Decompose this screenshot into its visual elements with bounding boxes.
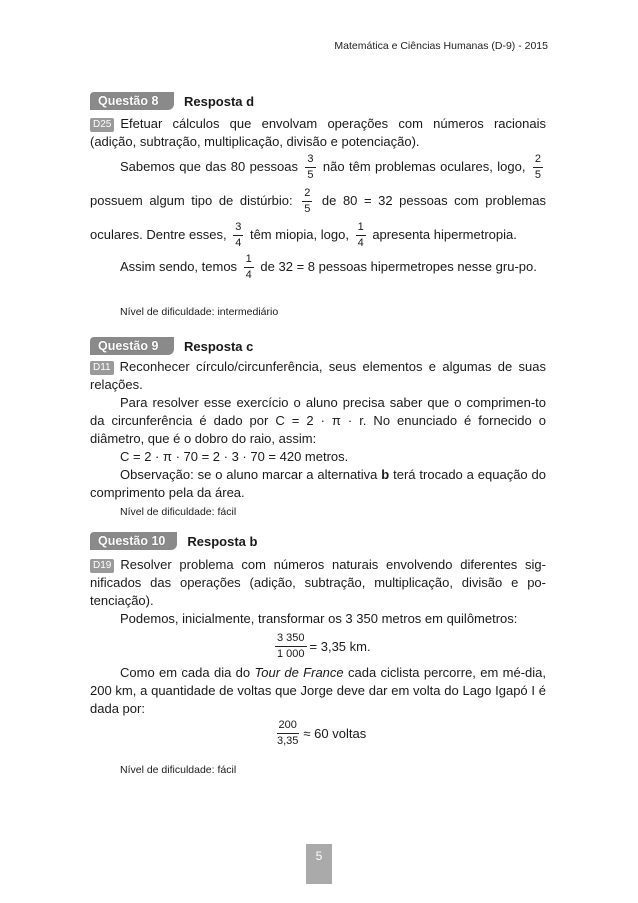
q8-p1b: não têm problemas oculares, logo,: [322, 159, 526, 174]
q8-f4-den: 4: [235, 237, 242, 250]
q9-dtag: D11: [90, 361, 114, 375]
q8-f5-num: 1: [356, 221, 366, 236]
q8-f6-num: 1: [244, 253, 254, 268]
q9-descriptor: [90, 358, 546, 394]
q10-descriptor-text: Resolver problema com números naturais envolvendo diferentes sig-nificados das operações (adição, subtração, multiplicação, divisão e po-tenciação).: [90, 557, 546, 608]
q10-p2c: cada ciclista percorre, em mé-dia, 200 km, a quantidade de voltas que Jorge deve dar em volta do Lago Igapó I é dada por:: [90, 665, 547, 716]
q9-p2b: b: [381, 467, 390, 482]
q10-e2-fraction: [275, 719, 300, 748]
q10-e2-den: 3,35: [277, 735, 299, 747]
q8-f2-den: 5: [534, 169, 541, 182]
q8-f3-num: 2: [302, 187, 312, 202]
page-header: Matemática e Ciências Humanas (D-9) - 2015: [334, 40, 548, 52]
q10-heading: [90, 532, 257, 550]
q8-p1f: apresenta hipermetropia.: [372, 227, 517, 242]
q10-equation-1: [272, 632, 371, 661]
q10-paragraph-2: [90, 664, 546, 718]
q8-fraction-5: [356, 221, 366, 250]
q8-f3-den: 5: [304, 203, 311, 216]
q9-equation: C = 2 · π · 70 = 2 · 3 · 70 = 420 metros.: [120, 449, 349, 464]
q10-level: Nível de dificuldade: fácil: [120, 764, 237, 776]
q9-p2a: Observação: se o aluno marcar a alternativa: [120, 467, 378, 482]
q8-f5-den: 4: [357, 237, 364, 250]
q10-dtag: D19: [90, 559, 114, 573]
q8-badge: Questão 8: [90, 92, 174, 110]
q9-p2c: terá trocado a equação do comprimento pela da área.: [90, 467, 546, 500]
q10-e1-den: 1 000: [277, 648, 305, 660]
q8-paragraph-2: [90, 252, 546, 282]
q8-p1d: de 80 = 32 pessoas com problemas oculares. Dentre esses,: [90, 193, 546, 242]
q10-e2-result: ≈ 60 voltas: [303, 726, 367, 741]
q10-p2a: Como em cada dia do: [120, 665, 251, 680]
q8-descriptor-text: Efetuar cálculos que envolvam operações com números racionais (adição, subtração, multiplicação, divisão e potenciação).: [90, 116, 546, 149]
q8-f6-den: 4: [245, 269, 252, 282]
q10-paragraph-1: Podemos, inicialmente, transformar os 3 350 metros em quilômetros:: [120, 611, 518, 626]
q10-e2-num: 200: [277, 719, 299, 734]
q8-fraction-6: [244, 253, 254, 282]
q10-descriptor: [90, 556, 546, 610]
q8-p2a: Assim sendo, temos: [120, 259, 238, 274]
q8-f4-num: 3: [233, 221, 243, 236]
q8-f1-num: 3: [305, 153, 315, 168]
q8-paragraph-1: [90, 150, 546, 252]
q10-e1-result: = 3,35 km.: [309, 639, 371, 654]
q8-p2b: de 32 = 8 pessoas hipermetropes nesse gru-po.: [260, 259, 537, 274]
q10-p2b: Tour de France: [254, 665, 344, 680]
q9-badge: Questão 9: [90, 337, 174, 355]
q8-p1e: têm miopia, logo,: [249, 227, 349, 242]
q8-descriptor: [90, 115, 546, 151]
q9-answer: Resposta c: [184, 338, 254, 354]
q10-equation-2: [272, 719, 366, 748]
q8-answer: Resposta d: [184, 93, 255, 109]
q10-e1-fraction: [275, 632, 307, 661]
q9-level: Nível de dificuldade: fácil: [120, 506, 237, 518]
q8-fraction-4: [233, 221, 243, 250]
q8-heading: [90, 92, 254, 110]
q8-level: Nível de dificuldade: intermediário: [120, 306, 279, 318]
q8-f2-num: 2: [533, 153, 543, 168]
q10-badge: Questão 10: [90, 532, 177, 550]
q8-f1-den: 5: [307, 169, 314, 182]
q8-fraction-1: [305, 153, 315, 182]
q9-heading: [90, 337, 253, 355]
q8-fraction-3: [302, 187, 312, 216]
q8-fraction-2: [533, 153, 543, 182]
q8-p1c: possuem algum tipo de distúrbio:: [90, 193, 293, 208]
q8-p1a: Sabemos que das 80 pessoas: [120, 159, 298, 174]
q9-descriptor-text: Reconhecer círculo/circunferência, seus elementos e algumas de suas relações.: [90, 359, 546, 392]
page-number: 5: [306, 844, 332, 884]
q10-answer: Resposta b: [187, 533, 258, 549]
q9-paragraph-1: Para resolver esse exercício o aluno precisa saber que o comprimen-to da circunferência é dado por C = 2 · π · r. No enunciado é fornecido o diâmetro, que é o dobro do raio, assim:: [90, 395, 546, 446]
q8-dtag: D25: [90, 118, 114, 132]
q9-paragraph-2: [90, 466, 546, 502]
q10-e1-num: 3 350: [275, 632, 307, 647]
